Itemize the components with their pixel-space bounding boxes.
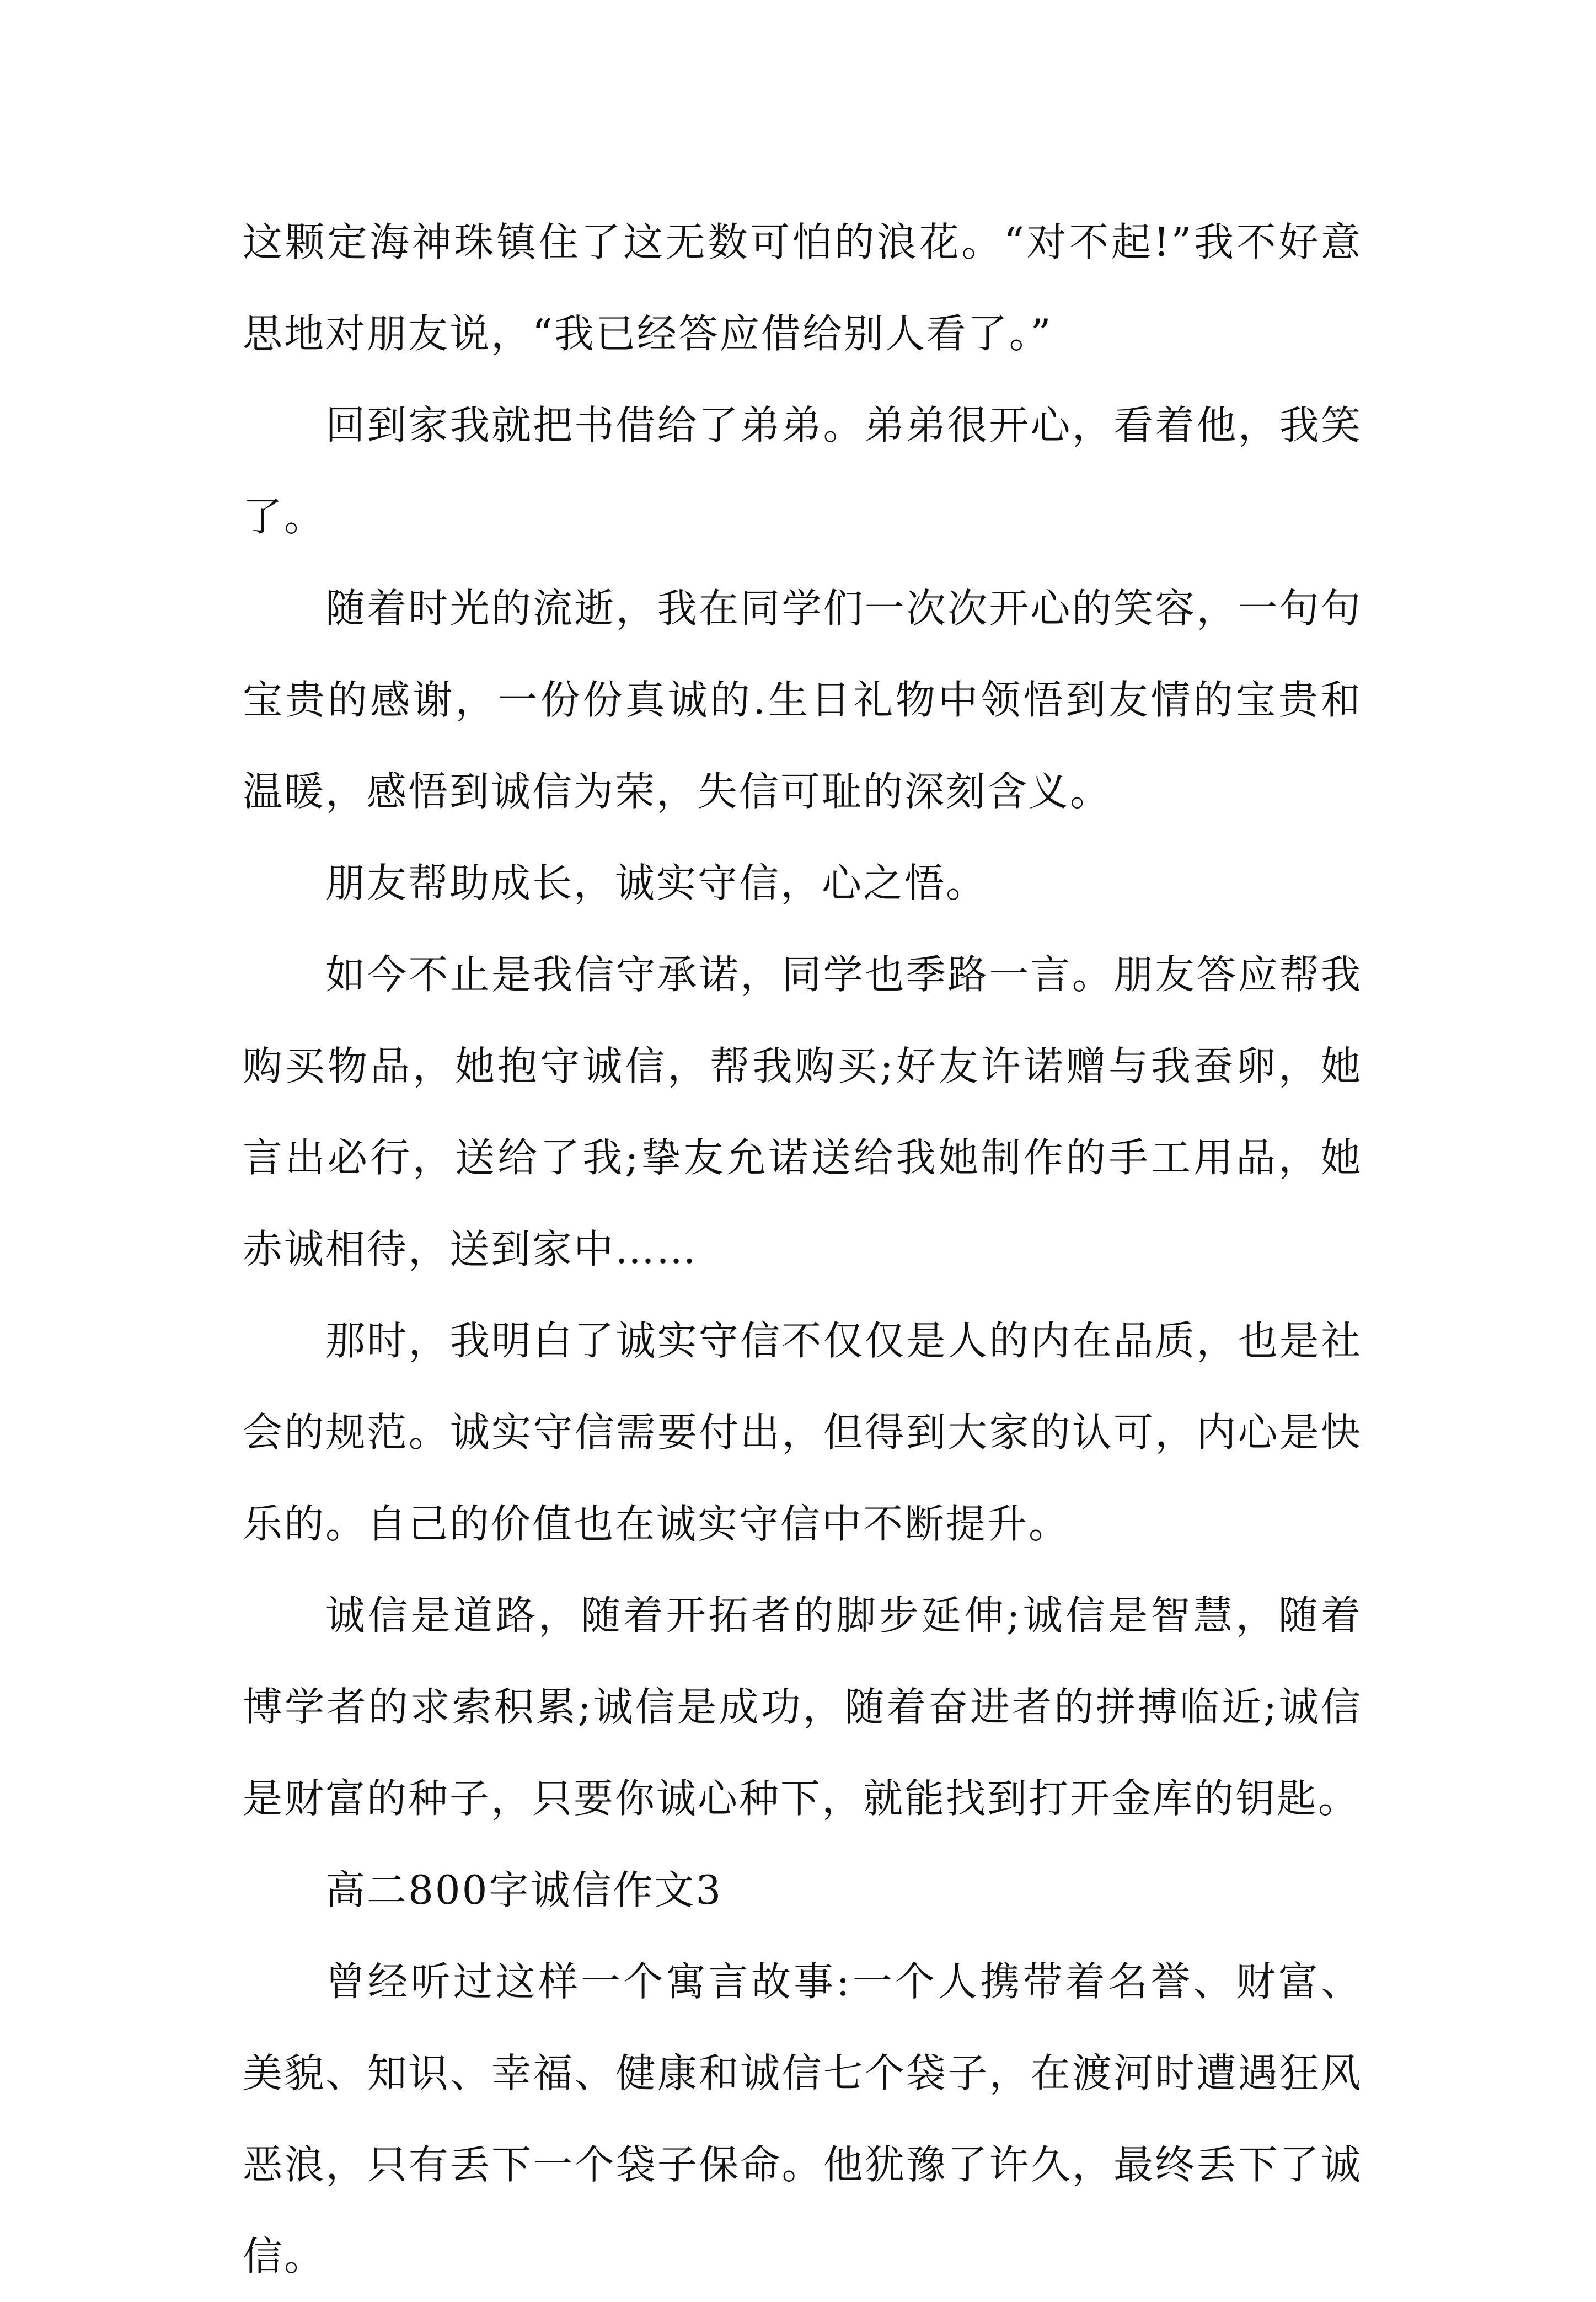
paragraph: 随着时光的流逝，我在同学们一次次开心的笑容，一句句宝贵的感谢，一份份真诚的.生日礼物中领悟到友情的宝贵和温暖，感悟到诚信为荣，失信可耻的深刻含义。 (243, 585, 1362, 815)
paragraph: 朋友帮助成长，诚实守信，心之悟。 (325, 860, 988, 906)
paragraph: 曾经听过这样一个寓言故事:一个人携带着名誉、财富、美貌、知识、幸福、健康和诚信七个袋子，在渡河时遭遇狂风恶浪，只有丢下一个袋子保命。他犹豫了许久，最终丢下了诚信。 (243, 1958, 1362, 2279)
paragraph: 如今不止是我信守承诺，同学也季路一言。朋友答应帮我购买物品，她抱守诚信，帮我购买;好友许诺赠与我蚕卵，她言出必行，送给了我;挚友允诺送给我她制作的手工用品，她赤诚相待，送到家中…… (243, 951, 1362, 1272)
paragraph: 回到家我就把书借给了弟弟。弟弟很开心，看着他，我笑了。 (243, 402, 1362, 540)
paragraph: 诚信是道路，随着开拓者的脚步延伸;诚信是智慧，随着博学者的求索积累;诚信是成功，随着奋进者的拼搏临近;诚信是财富的种子，只要你诚心种下，就能找到打开金库的钥匙。 (243, 1592, 1362, 1822)
paragraph: 那时，我明白了诚实守信不仅仅是人的内在品质，也是社会的规范。诚实守信需要付出，但得到大家的认可，内心是快乐的。自己的价值也在诚实守信中不断提升。 (243, 1318, 1362, 1547)
section-heading: 高二800字诚信作文3 (325, 1867, 723, 1913)
document-body (243, 196, 1362, 2302)
paragraph-continuation: 这颗定海神珠镇住了这无数可怕的浪花。“对不起!”我不好意思地对朋友说，“我已经答应借给别人看了。” (243, 219, 1362, 357)
